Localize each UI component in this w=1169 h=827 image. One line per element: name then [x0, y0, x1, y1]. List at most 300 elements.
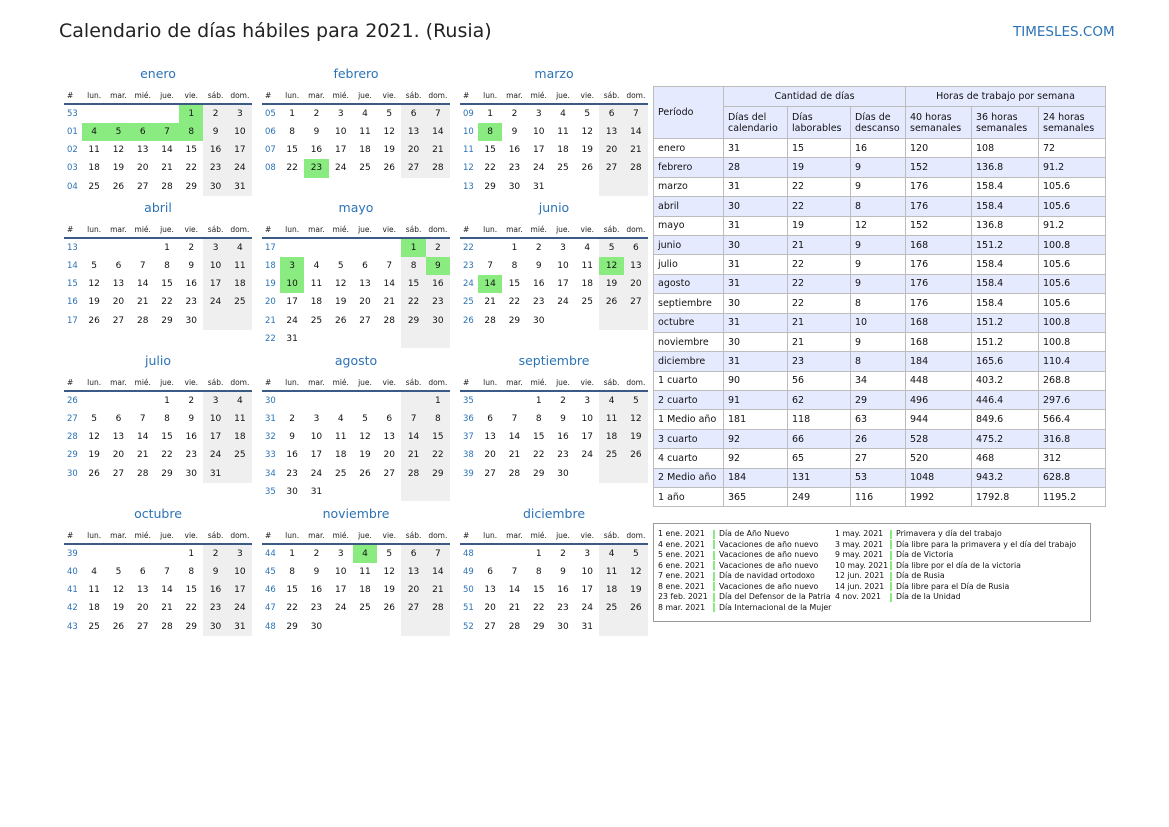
day-cell: 23: [185, 450, 197, 461]
day-cell: 23: [203, 599, 227, 617]
day-cell: 14: [401, 428, 425, 446]
holiday-name: Día de Año Nuevo: [719, 529, 790, 538]
value-cell: 31: [724, 352, 788, 371]
day-cell: 9: [535, 261, 542, 272]
month-table: [64, 375, 252, 483]
day-cell: 17: [532, 145, 545, 156]
week-number: 18: [265, 261, 276, 272]
value-cell: 184: [906, 352, 972, 371]
week-number: 35: [265, 486, 276, 497]
week-row: [460, 238, 648, 257]
weekday-header: mié.: [527, 375, 551, 391]
day-cell: 25: [359, 603, 371, 614]
day-cell: 1: [535, 549, 542, 559]
day-cell: 23: [203, 159, 227, 177]
week-row: [64, 618, 252, 636]
week-number: 13: [463, 181, 474, 192]
value-cell: 152: [906, 158, 972, 177]
day-cell: 27: [599, 159, 623, 177]
weekday-header: lun.: [478, 375, 502, 391]
weekday-header: jue.: [551, 88, 575, 104]
day-cell: 8: [535, 414, 542, 425]
week-row: [460, 428, 648, 446]
weekday-header: dom.: [426, 528, 450, 544]
day-cell: 14: [136, 279, 149, 290]
day-cell: 4: [599, 391, 623, 410]
period-cell: enero: [654, 139, 724, 158]
day-cell: 2: [313, 109, 320, 119]
day-cell: 29: [532, 621, 545, 632]
value-cell: 165.6: [972, 352, 1039, 371]
holiday-legend: [653, 523, 1091, 622]
day-cell: 21: [508, 603, 521, 614]
day-cell: 15: [401, 275, 425, 293]
week-number: 52: [463, 621, 474, 632]
empty-cell: [599, 465, 623, 483]
week-number: 19: [265, 279, 276, 290]
day-cell: 3: [560, 243, 566, 253]
weekday-header: lun.: [280, 375, 304, 391]
week-row: [262, 293, 450, 311]
weekday-header: mar.: [304, 88, 328, 104]
day-cell: 19: [88, 450, 100, 461]
day-cell: 2: [203, 544, 227, 563]
day-cell: 18: [88, 163, 100, 174]
week-number: 28: [67, 432, 78, 443]
weekday-header: sáb.: [599, 88, 623, 104]
weekday-header-row: [64, 375, 252, 391]
value-cell: 151.2: [972, 235, 1039, 254]
period-cell: 4 cuarto: [654, 449, 724, 468]
day-cell: 4: [337, 414, 344, 425]
day-cell: 27: [401, 599, 425, 617]
day-cell: 22: [185, 163, 197, 174]
day-cell: 15: [532, 432, 545, 443]
day-cell: 28: [401, 465, 425, 483]
empty-cell: [106, 544, 130, 563]
week-row: [262, 238, 450, 257]
day-cell: 28: [508, 468, 521, 479]
holiday-name: Día de Victoria: [896, 550, 954, 559]
period-cell: noviembre: [654, 332, 724, 351]
day-cell: 7: [401, 410, 425, 428]
month-table: [460, 528, 648, 636]
weekday-header: sáb.: [599, 222, 623, 238]
day-cell: 29: [426, 465, 450, 483]
day-cell: 3: [584, 396, 591, 406]
empty-cell: [624, 312, 648, 330]
value-cell: 446.4: [972, 391, 1039, 410]
day-cell: 20: [383, 450, 395, 461]
week-number: 17: [265, 243, 276, 253]
day-cell: 1: [289, 549, 296, 559]
day-cell: 13: [136, 145, 149, 156]
day-cell: 8: [401, 257, 425, 275]
weekday-header: lun.: [82, 88, 106, 104]
day-cell: 8: [188, 567, 195, 578]
week-row: [460, 104, 648, 123]
table-row: [654, 391, 1106, 410]
legend-item: [835, 592, 1076, 603]
week-row: [64, 238, 252, 257]
value-cell: 30: [724, 235, 788, 254]
day-cell: 21: [161, 603, 173, 614]
week-number: 21: [265, 315, 276, 326]
day-cell: 6: [624, 238, 648, 257]
day-cell: 4: [560, 109, 566, 119]
value-cell: 136.8: [972, 158, 1039, 177]
day-cell: 5: [584, 109, 591, 119]
empty-cell: [502, 391, 526, 410]
legend-item: [835, 550, 1076, 561]
day-cell: 26: [112, 181, 125, 192]
empty-cell: [228, 312, 252, 330]
period-cell: diciembre: [654, 352, 724, 371]
month-name: agosto: [334, 353, 378, 368]
week-row: [262, 410, 450, 428]
month-enero: [64, 66, 252, 196]
value-cell: 475.2: [972, 429, 1039, 448]
day-cell: 22: [286, 163, 298, 174]
day-cell: 5: [599, 238, 623, 257]
day-cell: 15: [532, 585, 545, 596]
legend-item: [835, 582, 1076, 593]
day-cell: 4: [353, 544, 377, 563]
day-cell: 20: [136, 603, 149, 614]
day-cell: 27: [112, 468, 125, 479]
day-cell: 15: [484, 145, 496, 156]
month-table: [262, 222, 450, 348]
weekday-header-row: [64, 88, 252, 104]
empty-cell: [401, 618, 425, 636]
week-number: 39: [463, 468, 474, 479]
week-number: 26: [463, 315, 474, 326]
day-cell: 13: [359, 279, 371, 290]
day-cell: 2: [560, 396, 566, 406]
week-number: 48: [463, 549, 474, 559]
empty-cell: [377, 483, 401, 501]
weekday-header: mar.: [106, 528, 130, 544]
day-cell: 1: [487, 109, 494, 119]
empty-cell: [353, 483, 377, 501]
weekday-header: mié.: [131, 528, 155, 544]
weekday-header: jue.: [155, 222, 179, 238]
day-cell: 26: [88, 315, 100, 326]
day-cell: 9: [511, 127, 518, 138]
week-number: 07: [265, 145, 276, 156]
empty-cell: [106, 104, 130, 123]
holiday-date: 8 mar. 2021: [658, 602, 706, 612]
day-cell: 6: [115, 414, 122, 425]
holiday-marker: [713, 582, 715, 591]
value-cell: 91: [724, 391, 788, 410]
day-cell: 12: [88, 279, 100, 290]
month-table: [460, 375, 648, 483]
value-cell: 110.4: [1039, 352, 1106, 371]
value-cell: 15: [788, 139, 851, 158]
week-row: [64, 391, 252, 410]
day-cell: 23: [185, 297, 197, 308]
weekday-header: vie.: [179, 222, 203, 238]
day-cell: 23: [557, 603, 569, 614]
day-cell: 14: [426, 123, 450, 141]
day-cell: 26: [599, 293, 623, 311]
table-row: [654, 332, 1106, 351]
weekday-header: sáb.: [599, 528, 623, 544]
empty-cell: [353, 391, 377, 410]
value-cell: 31: [724, 255, 788, 274]
day-cell: 10: [334, 567, 347, 578]
weekday-header: dom.: [426, 375, 450, 391]
weekday-header: dom.: [624, 528, 648, 544]
day-cell: 26: [624, 599, 648, 617]
month-table: [262, 88, 450, 178]
day-cell: 16: [310, 145, 323, 156]
day-cell: 9: [188, 261, 195, 272]
week-number: 03: [67, 163, 78, 174]
day-cell: 17: [203, 275, 227, 293]
weekday-header: lun.: [478, 528, 502, 544]
day-cell: 20: [624, 275, 648, 293]
day-cell: 1: [401, 238, 425, 257]
week-number: 24: [463, 279, 474, 290]
week-row: [262, 563, 450, 581]
weekday-header: #: [460, 375, 478, 391]
day-cell: 20: [112, 297, 125, 308]
value-cell: 31: [724, 274, 788, 293]
value-cell: 66: [788, 429, 851, 448]
day-cell: 3: [337, 109, 344, 119]
weekday-header: jue.: [551, 375, 575, 391]
weekday-header: mié.: [329, 222, 353, 238]
day-cell: 20: [599, 141, 623, 159]
day-cell: 24: [557, 297, 569, 308]
table-row: [654, 274, 1106, 293]
week-row: [460, 581, 648, 599]
day-cell: 27: [112, 315, 125, 326]
weekday-header: sáb.: [401, 88, 425, 104]
day-cell: 17: [581, 432, 593, 443]
day-cell: 25: [599, 599, 623, 617]
week-number: 13: [67, 243, 78, 253]
value-cell: 30: [724, 197, 788, 216]
table-row: [654, 294, 1106, 313]
day-cell: 20: [401, 581, 425, 599]
value-cell: 105.6: [1039, 294, 1106, 313]
value-cell: 520: [906, 449, 972, 468]
week-row: [262, 599, 450, 617]
period-cell: marzo: [654, 177, 724, 196]
day-cell: 12: [624, 410, 648, 428]
week-number: 45: [265, 567, 276, 578]
weekday-header: dom.: [228, 528, 252, 544]
day-cell: 19: [112, 603, 125, 614]
value-cell: 34: [851, 371, 906, 390]
day-cell: 21: [624, 141, 648, 159]
month-name: noviembre: [322, 506, 390, 521]
empty-cell: [106, 391, 130, 410]
month-name: diciembre: [522, 506, 586, 521]
day-cell: 28: [136, 468, 149, 479]
day-cell: 5: [624, 391, 648, 410]
table-row: [654, 255, 1106, 274]
period-cell: 3 cuarto: [654, 429, 724, 448]
empty-cell: [131, 104, 155, 123]
value-cell: 168: [906, 235, 972, 254]
day-cell: 8: [164, 414, 170, 425]
day-cell: 15: [286, 585, 298, 596]
value-cell: 31: [724, 139, 788, 158]
value-cell: 268.8: [1039, 371, 1106, 390]
week-row: [262, 581, 450, 599]
week-number: 41: [67, 585, 78, 596]
weekday-header: mié.: [131, 375, 155, 391]
value-cell: 136.8: [972, 216, 1039, 235]
holiday-marker: [890, 530, 892, 539]
day-cell: 20: [359, 297, 371, 308]
day-cell: 5: [386, 109, 393, 119]
day-cell: 3: [280, 257, 304, 275]
day-cell: 11: [359, 567, 371, 578]
weekday-header: mar.: [304, 375, 328, 391]
value-cell: 118: [788, 410, 851, 429]
week-row: [64, 581, 252, 599]
empty-cell: [377, 618, 401, 636]
week-row: [262, 159, 450, 177]
day-cell: 15: [161, 432, 173, 443]
day-cell: 7: [487, 261, 494, 272]
holiday-marker: [713, 551, 715, 560]
day-cell: 21: [136, 450, 149, 461]
day-cell: 18: [599, 428, 623, 446]
value-cell: 108: [972, 139, 1039, 158]
day-cell: 31: [228, 178, 252, 196]
period-cell: febrero: [654, 158, 724, 177]
weekday-header: mar.: [106, 222, 130, 238]
day-cell: 8: [511, 261, 518, 272]
month-noviembre: [262, 506, 450, 636]
day-cell: 16: [185, 279, 197, 290]
day-cell: 22: [161, 297, 173, 308]
week-row: [64, 410, 252, 428]
day-cell: 30: [203, 178, 227, 196]
empty-cell: [599, 312, 623, 330]
month-mayo: [262, 200, 450, 348]
table-row: [654, 158, 1106, 177]
site-link[interactable]: TIMESLES.COM: [1013, 24, 1115, 40]
day-cell: 10: [557, 261, 569, 272]
week-row: [262, 330, 450, 348]
day-cell: 1: [164, 243, 170, 253]
month-table: [64, 88, 252, 196]
week-number: 22: [265, 333, 276, 344]
week-number: 10: [463, 127, 474, 138]
holiday-date: 8 ene. 2021: [658, 581, 705, 591]
day-cell: 15: [161, 279, 173, 290]
week-number: 16: [67, 297, 78, 308]
day-cell: 24: [228, 159, 252, 177]
weekday-header-row: [262, 528, 450, 544]
holiday-date: 6 ene. 2021: [658, 560, 705, 570]
day-cell: 17: [286, 297, 298, 308]
day-cell: 28: [161, 181, 173, 192]
value-cell: 8: [851, 352, 906, 371]
value-cell: 8: [851, 197, 906, 216]
day-cell: 22: [401, 293, 425, 311]
day-cell: 15: [185, 145, 197, 156]
day-cell: 13: [599, 123, 623, 141]
day-cell: 31: [532, 181, 545, 192]
value-cell: 53: [851, 468, 906, 487]
weekday-header: #: [64, 88, 82, 104]
weekday-header: vie.: [575, 375, 599, 391]
weekday-header: dom.: [624, 222, 648, 238]
day-cell: 21: [383, 297, 395, 308]
day-cell: 23: [532, 297, 545, 308]
week-number: 50: [463, 585, 474, 596]
week-row: [460, 275, 648, 293]
weekday-header: mar.: [106, 88, 130, 104]
weekday-header: #: [262, 88, 280, 104]
legend-item: [658, 603, 831, 614]
day-cell: 6: [139, 567, 146, 578]
value-cell: 8: [851, 294, 906, 313]
empty-cell: [82, 104, 106, 123]
day-cell: 11: [557, 127, 569, 138]
day-cell: 4: [91, 567, 98, 578]
value-cell: 105.6: [1039, 177, 1106, 196]
empty-cell: [624, 465, 648, 483]
day-cell: 14: [426, 563, 450, 581]
weekday-header: dom.: [228, 375, 252, 391]
value-cell: 468: [972, 449, 1039, 468]
day-cell: 11: [228, 410, 252, 428]
day-cell: 8: [289, 567, 296, 578]
table-row: [654, 235, 1106, 254]
week-row: [64, 104, 252, 123]
weekday-header: sáb.: [203, 375, 227, 391]
day-cell: 30: [310, 621, 323, 632]
period-cell: 1 cuarto: [654, 371, 724, 390]
period-cell: 2 cuarto: [654, 391, 724, 410]
holiday-name: Día de Rusia: [896, 571, 945, 580]
day-cell: 12: [599, 257, 623, 275]
value-cell: 105.6: [1039, 274, 1106, 293]
day-cell: 1: [289, 109, 296, 119]
empty-cell: [599, 618, 623, 636]
day-cell: 27: [136, 181, 149, 192]
day-cell: 15: [508, 279, 521, 290]
holiday-name: Vacaciones de año nuevo: [719, 550, 819, 559]
week-number: 20: [265, 297, 276, 308]
day-cell: 12: [88, 432, 100, 443]
holiday-name: Vacaciones de año nuevo: [719, 581, 819, 591]
day-cell: 6: [599, 104, 623, 123]
weekday-header: dom.: [228, 222, 252, 238]
value-cell: 249: [788, 488, 851, 507]
day-cell: 31: [581, 621, 593, 632]
weekday-header: vie.: [179, 88, 203, 104]
value-cell: 566.4: [1039, 410, 1106, 429]
holiday-name: Día libre por el día de la victoria: [896, 560, 1021, 570]
holiday-marker: [890, 551, 892, 560]
day-cell: 16: [203, 141, 227, 159]
table-row: [654, 371, 1106, 390]
weekday-header: mié.: [329, 528, 353, 544]
value-cell: 943.2: [972, 468, 1039, 487]
col-header: Días laborables: [788, 107, 851, 139]
value-cell: 176: [906, 294, 972, 313]
